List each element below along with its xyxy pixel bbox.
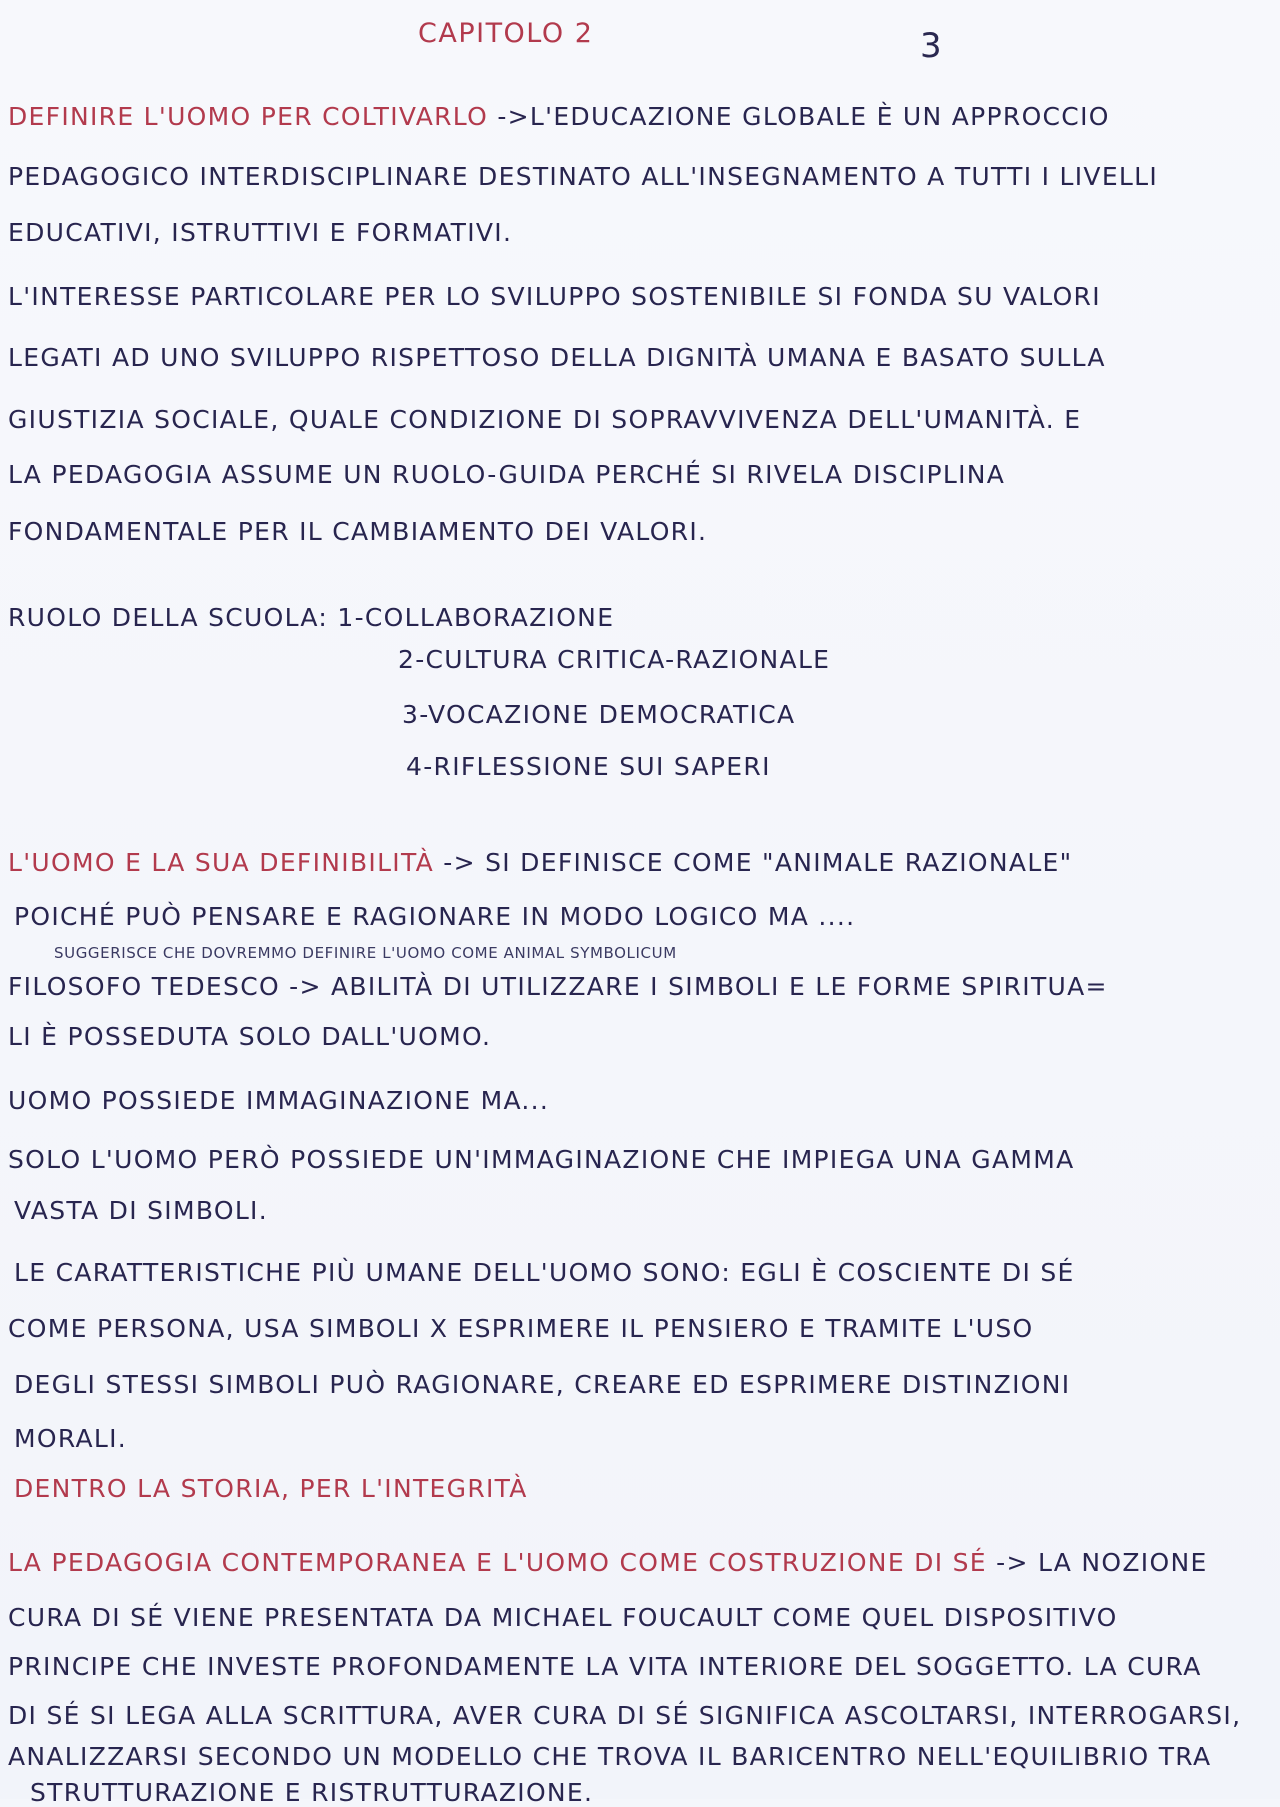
line-text: LI È POSSEDUTA SOLO DALL'UOMO. xyxy=(8,1022,492,1051)
school-role-heading: RUOLO DELLA SCUOLA: 1-COLLABORAZIONE xyxy=(8,603,615,632)
text-line xyxy=(8,1548,1208,1577)
line-text: FILOSOFO TEDESCO -> ABILITÀ DI UTILIZZARE I SIMBOLI E LE FORME SPIRITUA= xyxy=(8,972,1108,1001)
line-text: POICHÉ PUÒ PENSARE E RAGIONARE IN MODO LOGICO MA .... xyxy=(14,902,856,931)
line-text: PRINCIPE CHE INVESTE PROFONDAMENTE LA VITA INTERIORE DEL SOGGETTO. LA CURA xyxy=(8,1652,1202,1681)
list-item-text: 3-VOCAZIONE DEMOCRATICA xyxy=(402,700,796,729)
note-text: SUGGERISCE CHE DOVREMMO DEFINIRE L'UOMO COME ANIMAL SYMBOLICUM xyxy=(54,944,677,962)
text-line xyxy=(8,1742,1211,1771)
text-line xyxy=(8,1652,1202,1681)
text-line xyxy=(8,282,1101,311)
line-text: DEGLI STESSI SIMBOLI PUÒ RAGIONARE, CREARE ED ESPRIMERE DISTINZIONI xyxy=(14,1370,1071,1399)
text-line xyxy=(8,1314,1034,1343)
text-line xyxy=(8,405,1081,434)
text-line xyxy=(14,902,855,931)
line-text: LA PEDAGOGIA ASSUME UN RUOLO-GUIDA PERCHÉ SI RIVELA DISCIPLINA xyxy=(8,460,1006,489)
text-line xyxy=(14,1424,127,1453)
line-text: GIUSTIZIA SOCIALE, QUALE CONDIZIONE DI SOPRAVVIVENZA DELL'UMANITÀ. E xyxy=(8,405,1082,434)
text-line xyxy=(8,972,1108,1001)
line-text: LEGATI AD UNO SVILUPPO RISPETTOSO DELLA DIGNITÀ UMANA E BASATO SULLA xyxy=(8,343,1106,372)
text-line xyxy=(8,1022,491,1051)
line-text: LE CARATTERISTICHE PIÙ UMANE DELL'UOMO SONO: EGLI È COSCIENTE DI SÉ xyxy=(14,1258,1075,1287)
list-line xyxy=(8,603,614,632)
section-heading: LA PEDAGOGIA CONTEMPORANEA E L'UOMO COME COSTRUZIONE DI SÉ xyxy=(8,1548,997,1577)
text-line xyxy=(8,1145,1075,1174)
line-text: CURA DI SÉ VIENE PRESENTATA DA MICHAEL FOUCAULT COME QUEL DISPOSITIVO xyxy=(8,1603,1118,1632)
text-line xyxy=(14,1370,1070,1399)
text-line xyxy=(8,343,1106,372)
text-line xyxy=(8,162,1158,191)
line-text: ->L'EDUCAZIONE GLOBALE È UN APPROCCIO xyxy=(497,102,1110,131)
section-heading: L'UOMO E LA SUA DEFINIBILITÀ xyxy=(8,848,444,877)
section-heading: DEFINIRE L'UOMO PER COLTIVARLO xyxy=(8,102,498,131)
line-text: L'INTERESSE PARTICOLARE PER LO SVILUPPO SOSTENIBILE SI FONDA SU VALORI xyxy=(8,282,1101,311)
line-text: MORALI. xyxy=(14,1424,128,1453)
list-item-text: 2-CULTURA CRITICA-RAZIONALE xyxy=(398,645,831,674)
line-text: -> LA NOZIONE xyxy=(996,1548,1208,1577)
list-item-text: 4-RIFLESSIONE SUI SAPERI xyxy=(406,752,771,781)
line-text: -> SI DEFINISCE COME "ANIMALE RAZIONALE" xyxy=(443,848,1073,877)
text-line xyxy=(8,1086,549,1115)
text-line xyxy=(8,1701,1241,1730)
text-line xyxy=(8,102,1110,131)
section-heading-text: DENTRO LA STORIA, PER L'INTEGRITÀ xyxy=(14,1474,528,1503)
chapter-heading: CAPITOLO 2 xyxy=(418,18,594,49)
text-line xyxy=(30,1778,593,1807)
line-text: VASTA DI SIMBOLI. xyxy=(14,1196,268,1225)
list-item xyxy=(398,645,830,674)
list-item xyxy=(402,700,795,729)
text-line xyxy=(8,218,512,247)
line-text: COME PERSONA, USA SIMBOLI X ESPRIMERE IL PENSIERO E TRAMITE L'USO xyxy=(8,1314,1034,1343)
text-line xyxy=(8,517,707,546)
text-line xyxy=(14,1196,268,1225)
line-text: SOLO L'UOMO PERÒ POSSIEDE UN'IMMAGINAZIONE CHE IMPIEGA UNA GAMMA xyxy=(8,1145,1075,1174)
line-text: DI SÉ SI LEGA ALLA SCRITTURA, AVER CURA DI SÉ SIGNIFICA ASCOLTARSI, INTERROGARSI, xyxy=(8,1701,1242,1730)
line-text: ANALIZZARSI SECONDO UN MODELLO CHE TROVA IL BARICENTRO NELL'EQUILIBRIO TRA xyxy=(8,1742,1212,1771)
line-text: PEDAGOGICO INTERDISCIPLINARE DESTINATO ALL'INSEGNAMENTO A TUTTI I LIVELLI xyxy=(8,162,1159,191)
page-number: 3 xyxy=(920,26,943,66)
text-line xyxy=(8,1603,1118,1632)
text-line xyxy=(8,848,1072,877)
text-line xyxy=(14,1258,1075,1287)
line-text: STRUTTURAZIONE E RISTRUTTURAZIONE. xyxy=(30,1778,594,1807)
line-text: FONDAMENTALE PER IL CAMBIAMENTO DEI VALORI. xyxy=(8,517,708,546)
interlinear-note xyxy=(54,944,677,962)
line-text: UOMO POSSIEDE IMMAGINAZIONE MA... xyxy=(8,1086,550,1115)
line-text: EDUCATIVI, ISTRUTTIVI E FORMATIVI. xyxy=(8,218,513,247)
list-item xyxy=(406,752,771,781)
text-line xyxy=(8,460,1005,489)
section-heading xyxy=(14,1474,528,1503)
